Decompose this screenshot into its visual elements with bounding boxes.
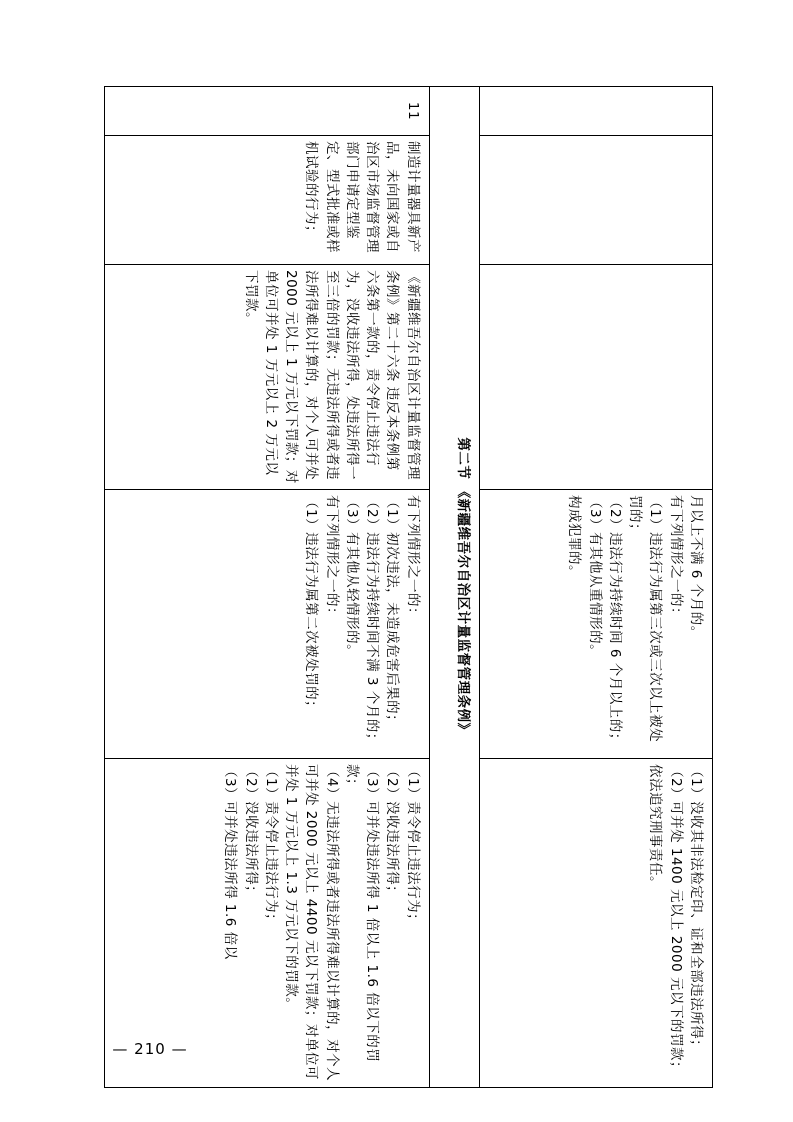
circumstance-line: 有下列情形之一的： bbox=[323, 495, 340, 621]
row-number-cell bbox=[479, 87, 712, 136]
circumstance-line: （2）违法行为持续时间 6 个月以上的； bbox=[607, 495, 623, 747]
penalty-line: （1）没收其非法检定印、证和全部违法所得； bbox=[688, 764, 704, 1054]
row-law-cell: 《新疆维吾尔自治区计量监督管理条例》第二十六条 违反本条例第六条第一款的，责令停止违法行为，没收违法所得，处违法所得一至三倍的罚款；无违法所得或者违法所得难以计算的，对个人可并处 2000 元以上 1 万元以下罚款；对单位可并处 1 万元以上 2 万元以下罚款。 bbox=[105, 265, 430, 490]
penalty-line: （3）可并处违法所得 1.6 倍以 bbox=[222, 764, 239, 960]
circumstance-line: （2）违法行为持续时间不满 3 个月的； bbox=[364, 495, 381, 747]
row-penalty-cell bbox=[105, 759, 430, 1088]
row-circumstances-cell bbox=[479, 490, 712, 759]
circumstance-line: 构成犯罪的。 bbox=[566, 495, 583, 579]
circumstance-line: 有下列情形之一的： bbox=[404, 495, 421, 621]
table-row bbox=[105, 87, 430, 1088]
section-title: 第二节 《新疆维吾尔自治区计量监督管理条例》 bbox=[429, 87, 479, 1088]
row-circumstances-cell bbox=[105, 490, 430, 759]
circumstance-line: （3）有其他从轻情形的。 bbox=[343, 495, 360, 659]
penalty-line: （2）没收违法所得； bbox=[242, 764, 259, 900]
circumstance-line: （3）有其他从重情形的。 bbox=[586, 495, 603, 659]
circumstance-line: （1）初次违法，未造成危害后果的； bbox=[384, 495, 401, 729]
circumstance-line: 有下列情形之一的： bbox=[667, 495, 684, 621]
penalty-line: （1）责令停止违法行为； bbox=[262, 764, 279, 928]
row-penalty-cell bbox=[479, 759, 712, 1088]
circumstance-line: （1）违法行为属第二次被处罚的； bbox=[303, 495, 320, 715]
penalty-line: （2）可并处 1400 元以上 2000 元以下的罚款； bbox=[667, 764, 684, 1075]
penalty-line: （2）没收违法所得； bbox=[384, 764, 401, 900]
penalty-discretion-table bbox=[104, 86, 713, 1088]
penalty-line: （3）可并处违法所得 1 倍以上 1.6 倍以下的罚款； bbox=[343, 764, 381, 1063]
penalty-line: 依法追究刑事责任。 bbox=[647, 764, 664, 890]
section-heading-row bbox=[429, 87, 479, 1088]
row-item-cell: 制造计量器具新产品，未向国家或自治区市场监督管理部门申请定型鉴定、型式批准或样机试验的行为； bbox=[105, 136, 430, 265]
table-row bbox=[479, 87, 712, 1088]
penalty-line: （4）无违法所得或者违法所得难以计算的，对个人可并处 2000 元以上 4400 元以下罚款；对单位可并处 1 万元以上 1.3 万元以下的罚款。 bbox=[283, 764, 340, 1082]
row-law-cell bbox=[479, 265, 712, 490]
circumstance-line: 月以上不满 6 个月的。 bbox=[688, 495, 704, 640]
circumstance-line: （1）违法行为属第三次或三次以上被处罚的； bbox=[627, 495, 664, 743]
row-item-cell bbox=[479, 136, 712, 265]
page-number: — 210 — bbox=[112, 1040, 188, 1058]
row-number-cell: 11 bbox=[105, 87, 430, 136]
penalty-line: （1）责令停止违法行为； bbox=[404, 764, 421, 928]
